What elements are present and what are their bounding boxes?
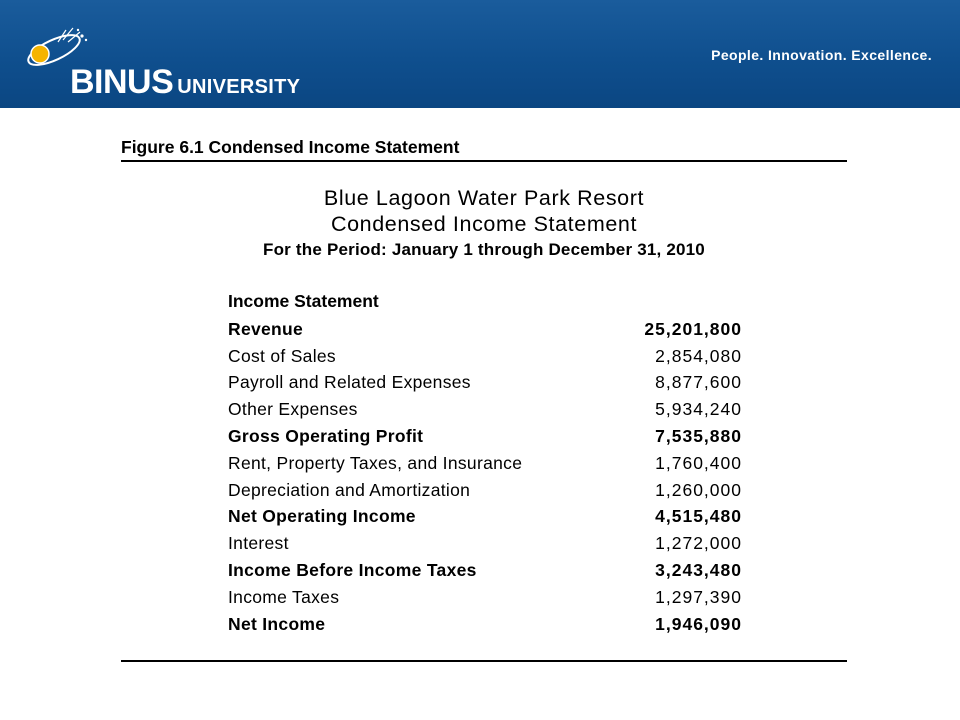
line-label: Income Taxes (228, 586, 340, 607)
line-label: Rent, Property Taxes, and Insurance (228, 452, 523, 473)
line-amount: 8,877,600 (655, 372, 742, 393)
line-label: Payroll and Related Expenses (228, 372, 471, 393)
line-item (228, 530, 742, 557)
company-name: Blue Lagoon Water Park Resort (323, 186, 645, 210)
line-label: Interest (228, 533, 289, 554)
section-heading: Income Statement (228, 291, 379, 311)
income-statement-lines (228, 316, 742, 638)
line-amount: 3,243,480 (655, 560, 742, 581)
statement-title-block (121, 185, 847, 262)
statement-period: For the Period: January 1 through December 31, 2010 (263, 240, 705, 259)
line-amount: 25,201,800 (644, 318, 742, 339)
line-amount: 7,535,880 (655, 426, 742, 447)
line-label: Net Operating Income (228, 506, 416, 527)
top-divider (121, 160, 847, 162)
line-label: Other Expenses (228, 399, 358, 420)
line-amount: 1,760,400 (655, 452, 742, 473)
line-amount: 1,260,000 (655, 479, 742, 500)
line-item (228, 343, 742, 370)
line-item (228, 584, 742, 611)
line-amount: 4,515,480 (655, 506, 742, 527)
binus-logo (18, 20, 301, 101)
line-label: Depreciation and Amortization (228, 479, 471, 500)
line-item (228, 504, 742, 531)
line-item (228, 477, 742, 504)
line-item (228, 557, 742, 584)
line-label: Revenue (228, 318, 304, 339)
statement-title: Condensed Income Statement (330, 212, 638, 236)
line-label: Gross Operating Profit (228, 426, 424, 447)
line-item (228, 611, 742, 638)
tagline: People. Innovation. Excellence. (711, 47, 932, 63)
logo-wordmark (70, 65, 300, 99)
line-amount: 2,854,080 (655, 345, 742, 366)
line-item (228, 423, 742, 450)
figure-caption: Figure 6.1 Condensed Income Statement (121, 137, 460, 157)
line-amount: 1,297,390 (655, 586, 742, 607)
line-item (228, 370, 742, 397)
line-label: Cost of Sales (228, 345, 336, 366)
logo-brand-text: BINUS (70, 63, 174, 101)
line-amount: 5,934,240 (655, 399, 742, 420)
line-label: Net Income (228, 613, 326, 634)
bottom-divider (121, 660, 847, 662)
line-label: Income Before Income Taxes (228, 560, 477, 581)
line-item (228, 450, 742, 477)
logo-suffix-text: UNIVERSITY (177, 76, 301, 98)
line-item (228, 316, 742, 343)
line-amount: 1,272,000 (655, 533, 742, 554)
header-banner (0, 0, 960, 108)
line-item (228, 396, 742, 423)
line-amount: 1,946,090 (655, 613, 742, 634)
